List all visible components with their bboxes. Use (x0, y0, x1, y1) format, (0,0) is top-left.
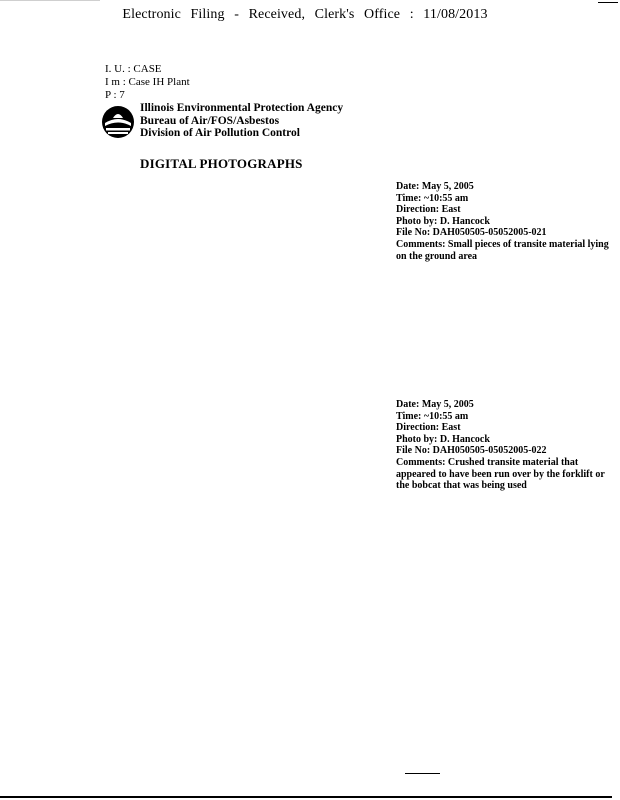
agency-division: Division of Air Pollution Control (140, 127, 300, 139)
meta-line-2: I m : Case IH Plant (105, 76, 190, 88)
caption-comments: Comments: Crushed transite material that appeared to have been run over by the forklift or the bobcat that was being used (396, 456, 605, 492)
footer-rule (405, 773, 440, 774)
photo-caption-2 (396, 399, 611, 492)
caption-time: Time: ~10:55 am (396, 192, 469, 204)
page-title: DIGITAL PHOTOGRAPHS (140, 156, 303, 171)
agency-name: Illinois Environmental Protection Agency (140, 102, 344, 114)
filing-header: Electronic Filing - Received, Clerk's Office : 11/08/2013 (122, 7, 488, 22)
caption-direction: Direction: East (396, 422, 461, 434)
meta-line-3: P : 7 (105, 89, 125, 101)
caption-comments: Comments: Small pieces of transite material lying on the ground area (396, 238, 609, 262)
caption-date: Date: May 5, 2005 (396, 181, 474, 192)
top-edge-mark (0, 0, 100, 1)
meta-line-1: I. U. : CASE (105, 63, 162, 75)
caption-file-number: File No: DAH050505-05052005-021 (396, 227, 547, 239)
agency-logo-icon (101, 105, 135, 139)
agency-bureau: Bureau of Air/FOS/Asbestos (140, 114, 280, 127)
top-right-mark (598, 2, 618, 3)
caption-date: Date: May 5, 2005 (396, 399, 474, 410)
photo-caption-1 (396, 181, 611, 262)
caption-direction: Direction: East (396, 204, 461, 216)
caption-photographer: Photo by: D. Hancock (396, 433, 490, 445)
caption-file-number: File No: DAH050505-05052005-022 (396, 445, 547, 457)
caption-time: Time: ~10:55 am (396, 410, 469, 422)
page-bottom-edge (0, 796, 612, 798)
caption-photographer: Photo by: D. Hancock (396, 215, 490, 227)
agency-block (140, 102, 343, 140)
